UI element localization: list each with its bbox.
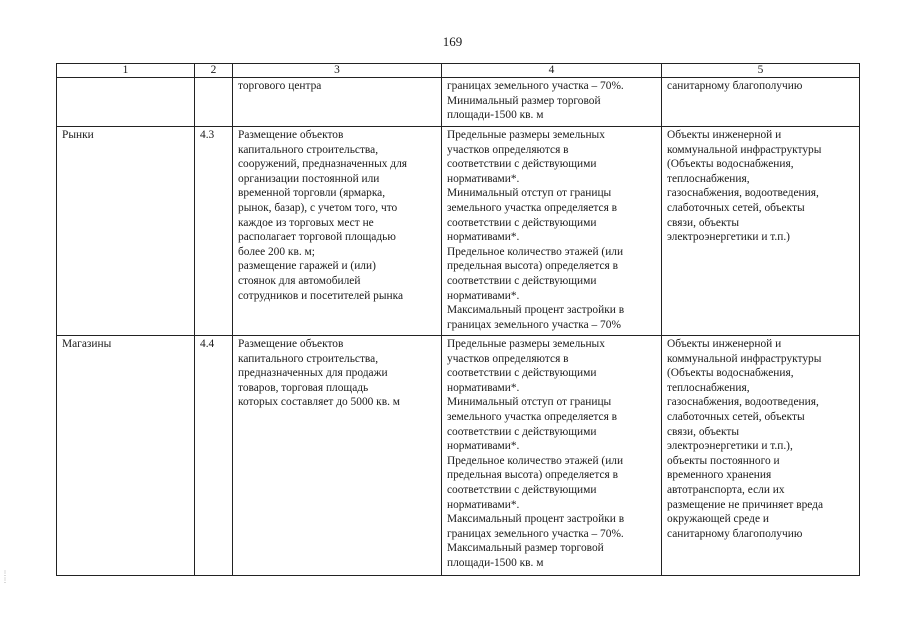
cell-text-line: соответствии с действующими — [447, 216, 597, 229]
cell-text-line: Объекты инженерной и — [667, 129, 782, 141]
cell-text-line: Предельные размеры земельных — [447, 129, 605, 141]
table-row — [57, 78, 860, 127]
description-cell — [233, 127, 442, 336]
use-name-cell — [57, 78, 195, 127]
cell-text-line: организации постоянной или — [238, 172, 380, 185]
restrictions-cell — [662, 127, 860, 336]
cell-text-line: электроэнергетики и т.п.) — [667, 231, 790, 244]
cell-text-line: окружающей среде и — [667, 513, 769, 526]
cell-text-line: капитального строительства, — [238, 352, 379, 365]
cell-text-line: Минимальный отступ от границы — [447, 396, 612, 409]
cell-text-line: границах земельного участка – 70% — [447, 318, 621, 331]
cell-text-line: Объекты инженерной и — [667, 338, 782, 350]
cell-text-line: санитарному благополучию — [667, 80, 803, 92]
cell-text-line: санитарному благополучию — [667, 527, 803, 540]
cell-text-line: размещение не причиняет вреда — [667, 498, 824, 511]
cell-text-line: размещение гаражей и (или) — [238, 260, 376, 273]
cell-text-line: газоснабжения, водоотведения, — [667, 187, 819, 200]
cell-text-line: предельная высота) определяется в — [447, 260, 618, 273]
cell-text-line: (Объекты водоснабжения, — [667, 158, 794, 171]
cell-text-line: Предельное количество этажей (или — [447, 454, 624, 467]
table-row — [57, 127, 860, 336]
cell-text-line: нормативами*. — [447, 498, 520, 511]
cell-text-line: Минимальный размер торговой — [447, 94, 601, 107]
cell-text-line: границах земельного участка – 70%. — [447, 80, 624, 92]
use-code-cell: 4.3 — [195, 127, 233, 336]
header-col-1: 1 — [57, 64, 195, 78]
description-cell — [233, 336, 442, 576]
cell-text-line: каждое из торговых мест не — [238, 216, 374, 229]
parameters-cell — [442, 127, 662, 336]
description-cell — [233, 78, 442, 127]
cell-text-line: нормативами*. — [447, 381, 520, 394]
use-code-cell — [195, 78, 233, 127]
cell-text-line: (Объекты водоснабжения, — [667, 367, 794, 380]
cell-text-line: предназначенных для продажи — [238, 367, 388, 380]
cell-text-line: связи, объекты — [667, 425, 739, 438]
header-col-2: 2 — [195, 64, 233, 78]
cell-text-line: нормативами*. — [447, 289, 520, 302]
cell-text-line: более 200 кв. м; — [238, 245, 315, 258]
cell-text-line: соответствии с действующими — [447, 158, 597, 171]
cell-text-line: которых составляет до 5000 кв. м — [238, 396, 400, 409]
cell-text-line: капитального строительства, — [238, 143, 379, 156]
cell-text-line: связи, объекты — [667, 216, 739, 229]
cell-text-line: рынок, базар), с учетом того, что — [238, 201, 398, 214]
cell-text-line: соответствии с действующими — [447, 274, 597, 287]
cell-text-line: слаботочных сетей, объекты — [667, 410, 805, 423]
table-header-row — [57, 64, 860, 78]
cell-text-line: располагает торговой площадью — [238, 231, 396, 244]
cell-text-line: участков определяются в — [447, 143, 569, 156]
restrictions-cell — [662, 336, 860, 576]
use-name-cell: Рынки — [57, 127, 195, 336]
header-col-5: 5 — [662, 64, 860, 78]
cell-text-line: торгового центра — [238, 80, 322, 92]
cell-text-line: Максимальный размер торговой — [447, 542, 604, 555]
use-code-cell: 4.4 — [195, 336, 233, 576]
cell-text-line: Предельное количество этажей (или — [447, 245, 624, 258]
cell-text-line: соответствии с действующими — [447, 425, 597, 438]
parameters-cell — [442, 78, 662, 127]
cell-text-line: предельная высота) определяется в — [447, 469, 618, 482]
cell-text-line: земельного участка определяется в — [447, 201, 618, 214]
cell-text-line: Максимальный процент застройки в — [447, 304, 625, 317]
scan-edge-marks: ⋮ ⋮ — [2, 571, 8, 584]
cell-text-line: теплоснабжения, — [667, 381, 750, 394]
cell-text-line: Минимальный отступ от границы — [447, 187, 612, 200]
cell-text-line: временной торговли (ярмарка, — [238, 187, 386, 200]
use-name-cell: Магазины — [57, 336, 195, 576]
cell-text-line: сотрудников и посетителей рынка — [238, 289, 404, 302]
table-row — [57, 336, 860, 576]
land-use-table — [56, 63, 860, 576]
cell-text-line: площади-1500 кв. м — [447, 556, 544, 569]
cell-text-line: газоснабжения, водоотведения, — [667, 396, 819, 409]
cell-text-line: товаров, торговая площадь — [238, 381, 369, 394]
cell-text-line: автотранспорта, если их — [667, 483, 785, 496]
cell-text-line: Предельные размеры земельных — [447, 338, 605, 350]
cell-text-line: нормативами*. — [447, 172, 520, 185]
cell-text-line: нормативами*. — [447, 231, 520, 244]
cell-text-line: Размещение объектов — [238, 338, 344, 350]
cell-text-line: нормативами*. — [447, 440, 520, 453]
header-col-3: 3 — [233, 64, 442, 78]
cell-text-line: соответствии с действующими — [447, 483, 597, 496]
cell-text-line: теплоснабжения, — [667, 172, 750, 185]
cell-text-line: площади-1500 кв. м — [447, 109, 544, 122]
cell-text-line: границах земельного участка – 70%. — [447, 527, 624, 540]
cell-text-line: соответствии с действующими — [447, 367, 597, 380]
cell-text-line: слаботочных сетей, объекты — [667, 201, 805, 214]
cell-text-line: Размещение объектов — [238, 129, 344, 141]
cell-text-line: коммунальной инфраструктуры — [667, 143, 822, 156]
cell-text-line: коммунальной инфраструктуры — [667, 352, 822, 365]
cell-text-line: земельного участка определяется в — [447, 410, 618, 423]
cell-text-line: участков определяются в — [447, 352, 569, 365]
cell-text-line: временного хранения — [667, 469, 772, 482]
cell-text-line: электроэнергетики и т.п.), — [667, 440, 793, 453]
cell-text-line: стоянок для автомобилей — [238, 274, 361, 287]
cell-text-line: объекты постоянного и — [667, 454, 780, 467]
header-col-4: 4 — [442, 64, 662, 78]
parameters-cell — [442, 336, 662, 576]
restrictions-cell — [662, 78, 860, 127]
cell-text-line: сооружений, предназначенных для — [238, 158, 408, 171]
cell-text-line: Максимальный процент застройки в — [447, 513, 625, 526]
page-number: 169 — [442, 34, 463, 49]
